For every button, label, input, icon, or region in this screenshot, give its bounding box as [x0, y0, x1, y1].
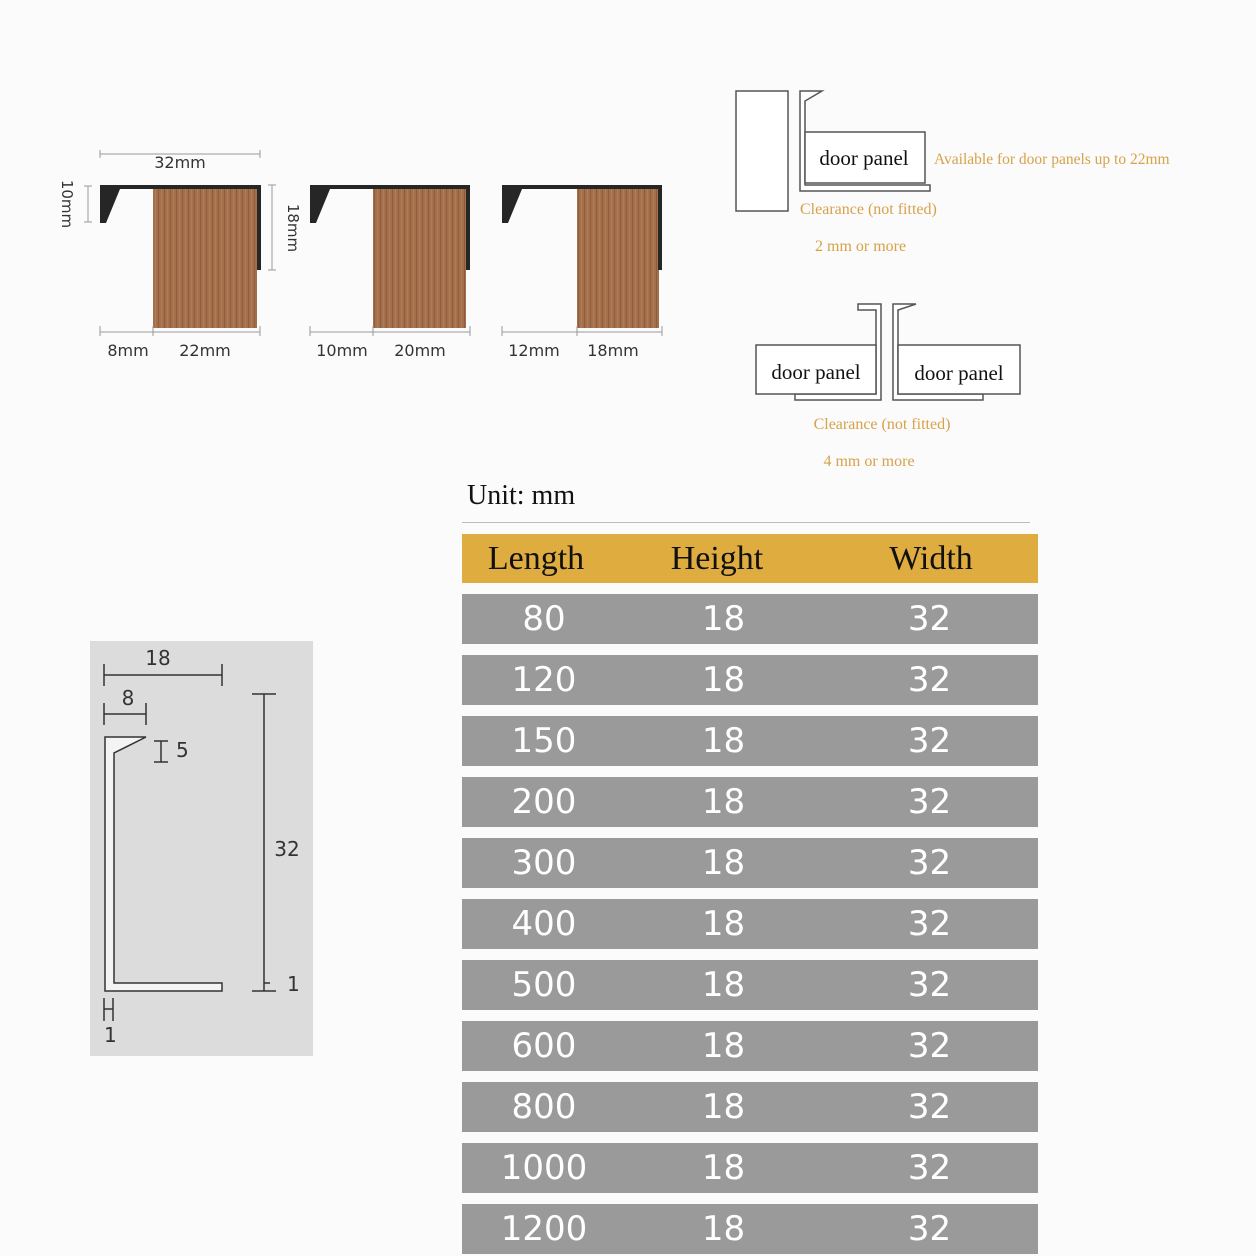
- profile-diagrams: [50, 140, 690, 380]
- header-length: Length: [487, 539, 585, 577]
- cell-length: 1200: [500, 1209, 588, 1249]
- profile-1: [58, 150, 302, 360]
- unit-divider: [462, 522, 1030, 523]
- cell-width: 32: [907, 843, 952, 883]
- profile-2: [310, 185, 470, 360]
- cell-length: 80: [522, 599, 566, 639]
- door-panel-right-label: door panel: [914, 361, 1004, 385]
- cell-height: 18: [701, 721, 746, 761]
- cell-height: 18: [701, 1148, 746, 1188]
- cell-width: 32: [907, 721, 952, 761]
- cell-height: 18: [701, 904, 746, 944]
- table-row: [462, 1204, 1038, 1254]
- clearance-label: Clearance (not fitted): [800, 201, 937, 218]
- door-panel-left-label: door panel: [771, 360, 861, 384]
- offset-label: 8mm: [107, 341, 149, 360]
- wood-panel: [373, 188, 466, 328]
- panel-thickness-label: 20mm: [394, 341, 446, 360]
- header-height: Height: [670, 539, 764, 577]
- cell-height: 18: [701, 843, 746, 883]
- cell-width: 32: [907, 1148, 952, 1188]
- table-row: [462, 838, 1038, 888]
- lip-thickness-label: 5: [176, 738, 189, 762]
- cabinet-side: [736, 91, 788, 211]
- lip-dim-label: 8: [121, 686, 135, 710]
- cell-length: 600: [511, 1026, 577, 1066]
- offset-label: 12mm: [508, 341, 560, 360]
- cell-height: 18: [701, 782, 746, 822]
- cell-width: 32: [907, 660, 952, 700]
- cell-width: 32: [907, 1209, 952, 1249]
- panel-note: Available for door panels up to 22mm: [934, 151, 1170, 168]
- cell-length: 300: [511, 843, 577, 883]
- single-fit-diagram: [730, 85, 1240, 265]
- cross-section-drawing: [90, 641, 313, 1056]
- table-row: [462, 1021, 1038, 1071]
- width-dim-label: 32mm: [154, 153, 206, 172]
- wood-panel: [577, 188, 659, 328]
- cell-length: 1000: [500, 1148, 588, 1188]
- cell-width: 32: [907, 1026, 952, 1066]
- door-panel-label: door panel: [819, 146, 909, 170]
- header-width: Width: [889, 539, 973, 577]
- cell-height: 18: [701, 1209, 746, 1249]
- table-row: [462, 960, 1038, 1010]
- unit-label: Unit: mm: [467, 480, 576, 511]
- offset-label: 10mm: [316, 341, 368, 360]
- table-row: [462, 716, 1038, 766]
- table-row: [462, 594, 1038, 644]
- width-dim-label: 18: [145, 646, 171, 670]
- table-row: [462, 1143, 1038, 1193]
- profile-outline: [105, 737, 222, 991]
- cell-height: 18: [701, 1026, 746, 1066]
- spec-table: [462, 534, 1038, 1254]
- cell-height: 18: [701, 965, 746, 1005]
- panel-thickness-label: 18mm: [587, 341, 639, 360]
- height-dim-label: 32: [274, 837, 300, 861]
- clearance-label: Clearance (not fitted): [813, 416, 951, 433]
- cell-width: 32: [907, 904, 952, 944]
- wood-panel: [153, 188, 257, 328]
- cell-length: 500: [511, 965, 577, 1005]
- wall-thickness-label: 1: [104, 1023, 117, 1047]
- clearance-value: 2 mm or more: [815, 238, 907, 255]
- cell-height: 18: [701, 1087, 746, 1127]
- lip-dim-label: 10mm: [58, 179, 76, 229]
- cell-length: 200: [511, 782, 577, 822]
- cell-length: 400: [511, 904, 577, 944]
- table-row: [462, 1082, 1038, 1132]
- cell-width: 32: [907, 1087, 952, 1127]
- bottom-thickness-label: 1: [287, 972, 300, 996]
- cell-length: 120: [511, 660, 577, 700]
- cell-length: 150: [511, 721, 577, 761]
- table-row: [462, 777, 1038, 827]
- cell-height: 18: [701, 599, 746, 639]
- clearance-value: 4 mm or more: [823, 453, 915, 470]
- cell-height: 18: [701, 660, 746, 700]
- table-row: [462, 899, 1038, 949]
- panel-thickness-label: 22mm: [179, 341, 231, 360]
- cell-width: 32: [907, 782, 952, 822]
- cell-width: 32: [907, 965, 952, 1005]
- double-fit-diagram: [750, 298, 1030, 478]
- table-row: [462, 655, 1038, 705]
- height-dim-label: 18mm: [284, 203, 302, 253]
- cross-section-panel: [90, 641, 313, 1056]
- cell-length: 800: [511, 1087, 577, 1127]
- cell-width: 32: [907, 599, 952, 639]
- profile-3: [502, 185, 662, 360]
- spec-table-header: [462, 534, 1038, 583]
